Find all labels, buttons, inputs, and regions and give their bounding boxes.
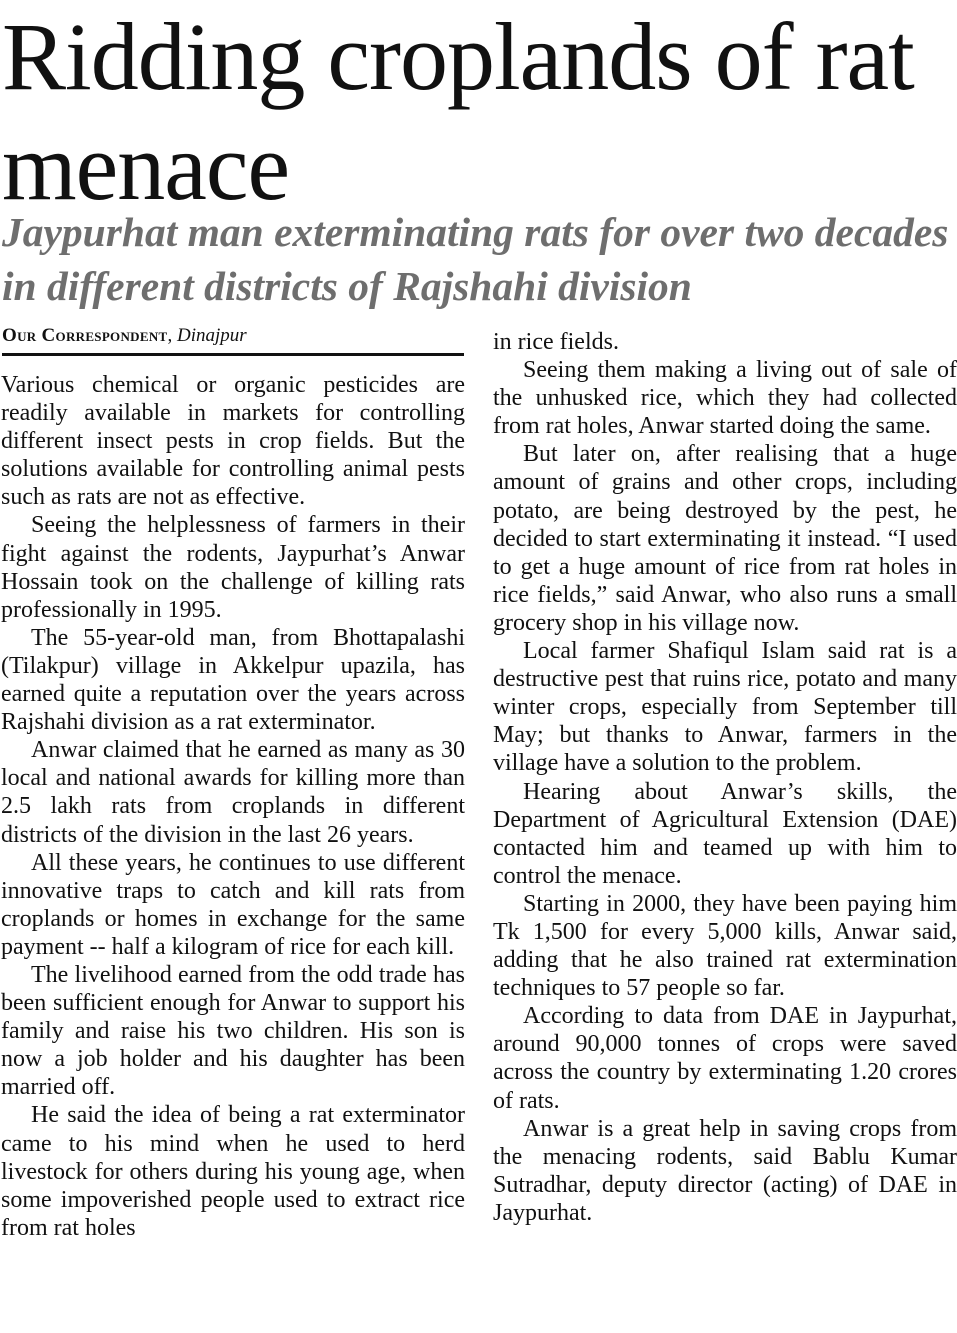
paragraph: The livelihood earned from the odd trade has been sufficient enough for Anwar to support his family and raise his two children. His son is now a job holder and his daughter has been married off. [1, 961, 465, 1101]
paragraph: Local farmer Shafiqul Islam said rat is a destructive pest that ruins rice, potato and many winter crops, especially from September till May; but thanks to Anwar, farmers in the village have a solution to the problem. [493, 638, 957, 777]
paragraph: The 55-year-old man, from Bhottapalashi (Tilakpur) village in Akkelpur upazila, has earned quite a reputation over the years across Rajshahi division as a rat exterminator. [1, 624, 465, 736]
paragraph: Anwar claimed that he earned as many as 30 local and national awards for killing more than 2.5 lakh rats from croplands in different districts of the division in the last 26 years. [1, 737, 465, 848]
paragraph: But later on, after realising that a huge amount of grains and other crops, including potato, are being destroyed by the pest, he decided to start exterminating it instead. “I used to get a huge amount of rice from rat holes in rice fields,” said Anwar, who also runs a small grocery shop in his village now. [493, 441, 957, 636]
byline-correspondent: Our Correspondent [2, 325, 168, 346]
paragraph: Hearing about Anwar’s skills, the Department of Agricultural Extension (DAE) contacted him and teamed up with him to control the menace. [493, 778, 957, 889]
paragraph: Seeing them making a living out of sale of the unhusked rice, which they had collected from rat holes, Anwar started doing the same. [493, 357, 957, 440]
paragraph: Various chemical or organic pesticides are readily available in markets for controlling different insect pests in crop fields. But the solutions available for controlling animal pests such as rats are not as effective. [1, 372, 465, 511]
paragraph: Seeing the helplessness of farmers in their fight against the rodents, Jaypurhat’s Anwar Hossain took on the challenge of killing rats professionally in 1995. [1, 512, 465, 623]
article-column-right [493, 328, 957, 1227]
paragraph: According to data from DAE in Jaypurhat, around 90,000 tonnes of crops were saved across the country by exterminating 1.20 crores of rats. [493, 1003, 957, 1114]
paragraph: Starting in 2000, they have been paying him Tk 1,500 for every 5,000 kills, Anwar said, adding that he also trained rat extermination techniques to 57 people so far. [493, 890, 957, 1002]
paragraph: All these years, he continues to use different innovative traps to catch and kill rats from croplands or homes in exchange for the same payment -- half a kilogram of rice for each kill. [1, 849, 465, 960]
paragraph: in rice fields. [493, 329, 619, 355]
byline-divider [2, 353, 464, 356]
subheadline: Jaypurhat man exterminating rats for over two decades in different districts of Rajshahi division [2, 209, 949, 309]
paragraph: Anwar is a great help in saving crops from the menacing rodents, said Bablu Kumar Sutradhar, deputy director (acting) of DAE in Jaypurhat. [493, 1115, 957, 1226]
paragraph: He said the idea of being a rat exterminator came to his mind when he used to herd livestock for others during his young age, when some impoverished people used to extract rice from rat holes [1, 1102, 465, 1241]
byline-separator: , [167, 325, 177, 346]
byline [2, 325, 464, 347]
article-column-left [1, 371, 465, 1242]
byline-location: Dinajpur [176, 325, 247, 346]
headline: Ridding croplands of rat menace [2, 3, 914, 220]
